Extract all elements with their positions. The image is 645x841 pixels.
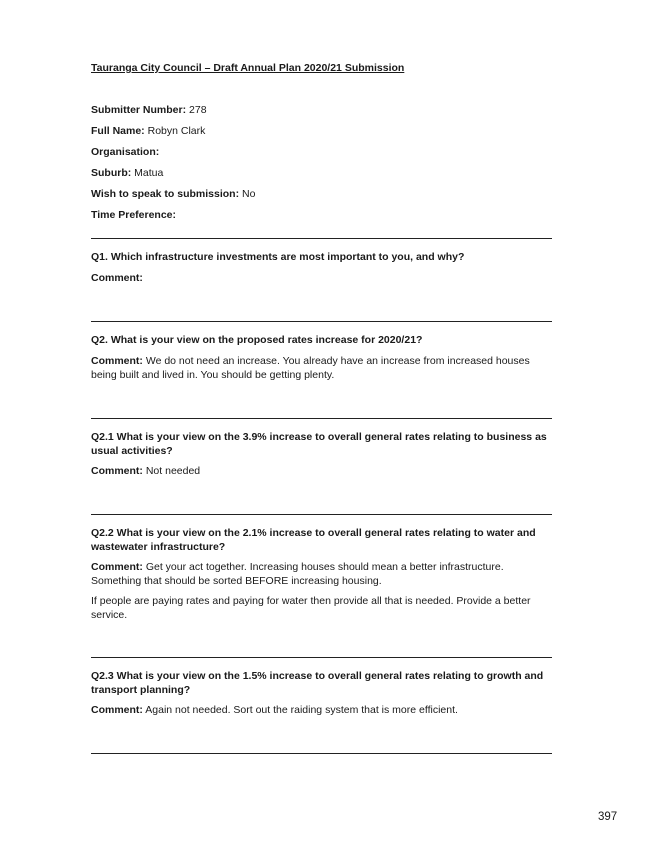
full-name-value: Robyn Clark [147, 125, 206, 137]
organisation-field [91, 146, 159, 160]
comment-label: Comment: [91, 355, 143, 367]
speak-field [91, 188, 255, 202]
comment-q2-2-paragraph: If people are paying rates and paying for water then provide all that is needed. Provide a better service. [91, 595, 531, 621]
document-title: Tauranga City Council – Draft Annual Plan 2020/21 Submission [91, 62, 405, 74]
comment-text: We do not need an increase. You already have an increase from increased houses being built and lived in. You should be getting plenty. [91, 355, 530, 381]
comment-q2-3 [91, 704, 553, 718]
time-preference-label: Time Preference: [91, 209, 177, 221]
suburb-value: Matua [134, 167, 164, 179]
comment-q2-2 [91, 561, 553, 588]
page-number: 397 [598, 811, 618, 823]
divider [91, 321, 552, 322]
time-preference-field [91, 209, 176, 223]
comment-label: Comment: [91, 704, 143, 716]
comment-label: Comment: [91, 561, 143, 573]
question-q2-1: Q2.1 What is your view on the 3.9% increase to overall general rates relating to business as usual activities? [91, 431, 547, 457]
comment-q2 [91, 355, 553, 382]
comment-label: Comment: [91, 465, 143, 477]
divider [91, 657, 552, 658]
question-q2: Q2. What is your view on the proposed rates increase for 2020/21? [91, 334, 423, 346]
full-name-label: Full Name: [91, 125, 145, 137]
divider [91, 514, 552, 515]
divider [91, 238, 552, 239]
submitter-number-field [91, 104, 207, 118]
organisation-label: Organisation: [91, 146, 160, 158]
full-name-field [91, 125, 205, 139]
comment-text: Get your act together. Increasing houses should mean a better infrastructure. Something that should be sorted BEFORE increasing housing. [91, 561, 504, 587]
speak-value: No [242, 188, 256, 200]
question-q1: Q1. Which infrastructure investments are most important to you, and why? [91, 251, 465, 263]
speak-label: Wish to speak to submission: [91, 188, 240, 200]
submitter-number-value: 278 [189, 104, 207, 116]
submitter-number-label: Submitter Number: [91, 104, 187, 116]
question-q2-2: Q2.2 What is your view on the 2.1% increase to overall general rates relating to water and wastewater infrastructure? [91, 527, 536, 553]
divider [91, 753, 552, 754]
suburb-label: Suburb: [91, 167, 132, 179]
suburb-field [91, 167, 163, 181]
comment-label: Comment: [91, 272, 143, 284]
comment-q1 [91, 272, 553, 286]
question-q2-3: Q2.3 What is your view on the 1.5% increase to overall general rates relating to growth and transport planning? [91, 670, 544, 696]
divider [91, 418, 552, 419]
comment-text: Again not needed. Sort out the raiding system that is more efficient. [145, 704, 458, 716]
comment-q2-1 [91, 465, 553, 479]
comment-text: Not needed [145, 465, 201, 477]
